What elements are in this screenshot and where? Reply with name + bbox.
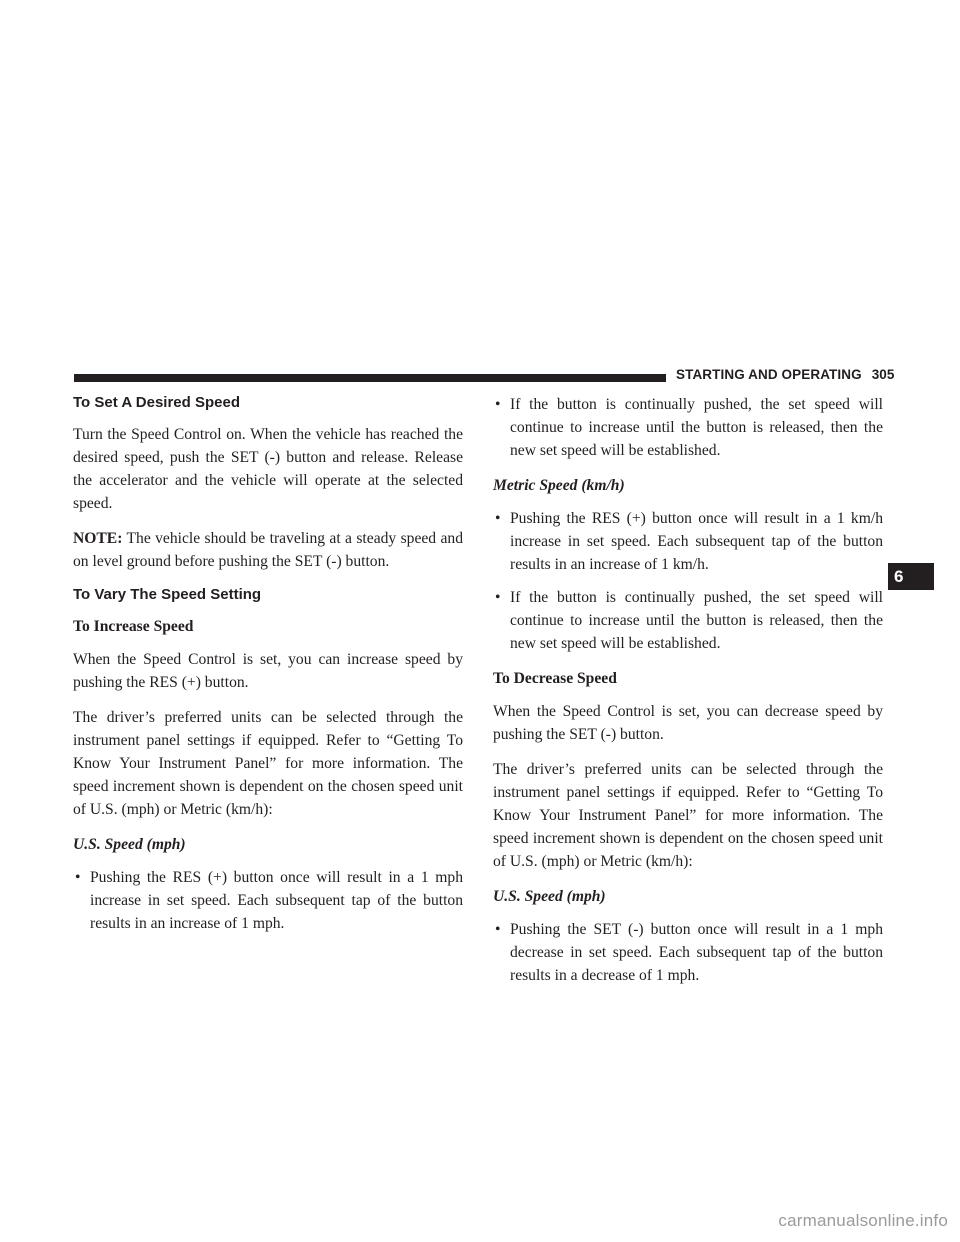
right-column bbox=[493, 393, 883, 999]
bullet-icon: • bbox=[495, 396, 501, 413]
subheading-us-speed: U.S. Speed (mph) bbox=[73, 836, 186, 853]
header-rule bbox=[74, 374, 666, 382]
left-column bbox=[73, 393, 463, 947]
heading-vary-speed: To Vary The Speed Setting bbox=[73, 586, 262, 603]
page-number: 305 bbox=[871, 367, 895, 382]
bullet-list-us-decrease bbox=[493, 918, 883, 987]
bullet-list-us-continued bbox=[493, 393, 883, 462]
list-item: • Pushing the RES (+) button once will result in a 1 mph increase in set speed. Each subsequent tap of the button results in an increase of 1 mph. bbox=[73, 866, 463, 935]
paragraph-decrease: When the Speed Control is set, you can decrease speed by pushing the SET (-) button. bbox=[493, 703, 883, 743]
subheading-us-speed: U.S. Speed (mph) bbox=[493, 888, 606, 905]
bullet-icon: • bbox=[495, 589, 501, 606]
list-item: • If the button is continually pushed, the set speed will continue to increase until the button is released, then the new set speed will be established. bbox=[493, 393, 883, 462]
subheading-increase-speed: To Increase Speed bbox=[73, 618, 194, 635]
paragraph-units: The driver’s preferred units can be selected through the instrument panel settings if equipped. Refer to “Getting To Know Your Instrument Panel” for more information. The speed increment shown is dependent on the chosen speed unit of U.S. (mph) or Metric (km/h): bbox=[493, 761, 883, 870]
note-label: NOTE: bbox=[73, 530, 123, 547]
paragraph-units: The driver’s preferred units can be selected through the instrument panel settings if equipped. Refer to “Getting To Know Your Instrument Panel” for more information. The speed increment shown is dependent on the chosen speed unit of U.S. (mph) or Metric (km/h): bbox=[73, 709, 463, 818]
paragraph-increase: When the Speed Control is set, you can increase speed by pushing the RES (+) button. bbox=[73, 651, 463, 691]
list-item: • Pushing the RES (+) button once will result in a 1 km/h increase in set speed. Each subsequent tap of the button results in an increase of 1 km/h. bbox=[493, 507, 883, 576]
running-header bbox=[676, 367, 895, 382]
list-item: • If the button is continually pushed, the set speed will continue to increase until the button is released, then the new set speed will be established. bbox=[493, 586, 883, 655]
subheading-metric-speed: Metric Speed (km/h) bbox=[493, 477, 625, 494]
section-title: STARTING AND OPERATING bbox=[676, 367, 862, 382]
note-paragraph bbox=[73, 527, 463, 573]
bullet-icon: • bbox=[495, 921, 501, 938]
heading-set-desired-speed: To Set A Desired Speed bbox=[73, 394, 240, 411]
note-text: The vehicle should be traveling at a steady speed and on level ground before pushing the SET (-) button. bbox=[73, 530, 463, 570]
subheading-decrease-speed: To Decrease Speed bbox=[493, 670, 617, 687]
list-item: • Pushing the SET (-) button once will result in a 1 mph decrease in set speed. Each subsequent tap of the button results in a decrease of 1 mph. bbox=[493, 918, 883, 987]
bullet-icon: • bbox=[495, 510, 501, 527]
chapter-tab: 6 bbox=[888, 563, 934, 590]
paragraph-set-speed: Turn the Speed Control on. When the vehicle has reached the desired speed, push the SET (-) button and release. Release the accelerator and the vehicle will operate at the selected speed. bbox=[73, 426, 463, 512]
bullet-icon: • bbox=[75, 869, 81, 886]
bullet-list-metric bbox=[493, 507, 883, 655]
bullet-list-us-increase bbox=[73, 866, 463, 935]
watermark: carmanualsonline.info bbox=[778, 1211, 948, 1230]
